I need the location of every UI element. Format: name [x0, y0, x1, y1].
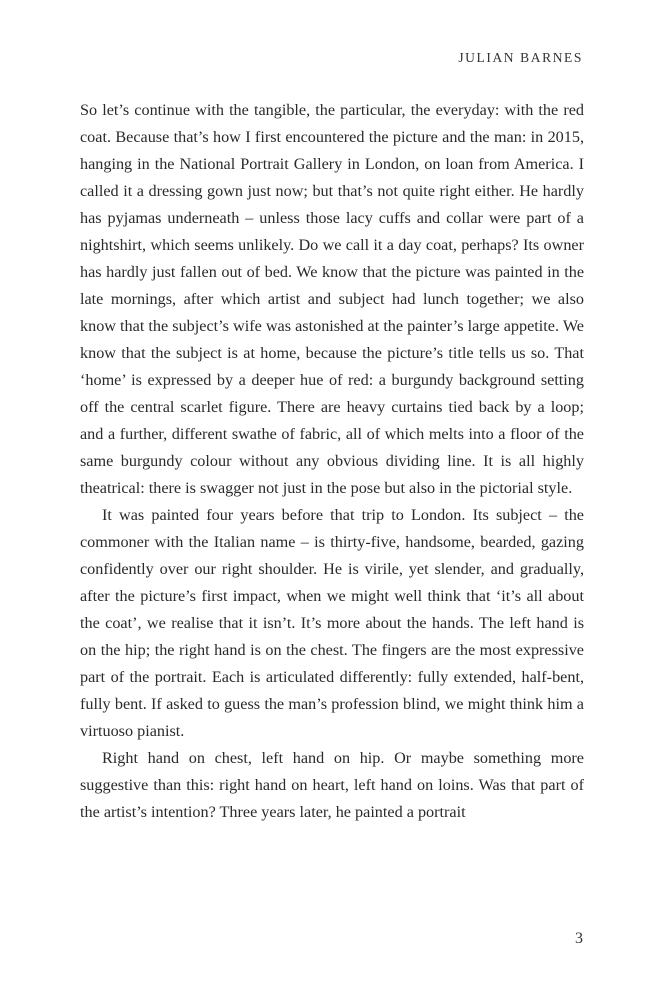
- running-head: JULIAN BARNES: [458, 50, 583, 65]
- paragraph-1: So let’s continue with the tangible, the particular, the everyday: with the red coat. Because that’s how I first encountered the picture and the man: in 2015, hanging in the National Portrait Gallery in London, on loan from America. I called it a dressing gown just now; but that’s not quite right either. He hardly has pyjamas underneath – unless those lacy cuffs and collar were part of a nightshirt, which seems unlikely. Do we call it a day coat, perhaps? Its owner has hardly just fallen out of bed. We know that the picture was painted in the late mornings, after which artist and subject had lunch together; we also know that the subject’s wife was astonished at the painter’s large appetite. We know that the subject is at home, because the picture’s title tells us so. That ‘home’ is expressed by a deeper hue of red: a burgundy background setting off the central scarlet figure. There are heavy curtains tied back by a loop; and a further, different swathe of fabric, all of which melts into a floor of the same burgundy colour without any obvious dividing line. It is all highly theatrical: there is swagger not just in the pose but also in the pictorial style.: [80, 101, 584, 497]
- body-text: [80, 97, 584, 826]
- paragraph-2: It was painted four years before that trip to London. Its subject – the commoner with the Italian name – is thirty-five, handsome, bearded, gazing confidently over our right shoulder. He is virile, yet slender, and gradually, after the picture’s first impact, when we might well think that ‘it’s all about the coat’, we realise that it isn’t. It’s more about the hands. The left hand is on the hip; the right hand is on the chest. The fingers are the most expressive part of the portrait. Each is articulated differently: fully extended, half-bent, fully bent. If asked to guess the man’s profession blind, we might think him a virtuoso pianist.: [80, 506, 584, 740]
- paragraph-3: Right hand on chest, left hand on hip. Or maybe something more suggestive than this: right hand on heart, left hand on loins. Was that part of the artist’s intention? Three years later, he painted a portrait: [80, 749, 584, 821]
- page-number: 3: [575, 930, 583, 947]
